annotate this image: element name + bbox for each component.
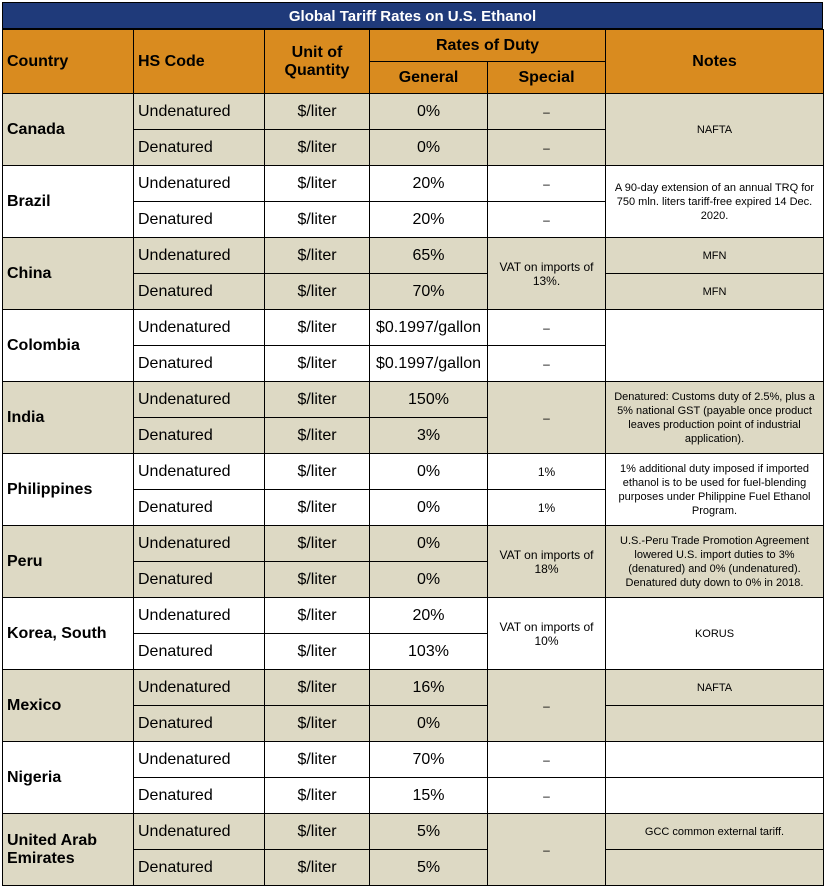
hs-code-cell: Denatured: [134, 418, 265, 454]
hs-code-cell: Undenatured: [134, 238, 265, 274]
unit-cell: $/liter: [265, 382, 370, 418]
special-rate-cell: –: [488, 670, 606, 742]
special-rate-cell: –: [488, 166, 606, 202]
hs-code-cell: Denatured: [134, 850, 265, 886]
country-cell: Colombia: [3, 310, 134, 382]
special-rate-cell: –: [488, 382, 606, 454]
country-cell: Nigeria: [3, 742, 134, 814]
general-rate-cell: 0%: [370, 94, 488, 130]
general-rate-cell: 0%: [370, 562, 488, 598]
special-rate-cell: –: [488, 202, 606, 238]
header-general: General: [370, 62, 488, 94]
general-rate-cell: 15%: [370, 778, 488, 814]
table-row: [3, 310, 824, 346]
country-cell: China: [3, 238, 134, 310]
general-rate-cell: 150%: [370, 382, 488, 418]
unit-cell: $/liter: [265, 850, 370, 886]
unit-cell: $/liter: [265, 598, 370, 634]
unit-cell: $/liter: [265, 454, 370, 490]
hs-code-cell: Denatured: [134, 706, 265, 742]
hs-code-cell: Undenatured: [134, 166, 265, 202]
unit-cell: $/liter: [265, 742, 370, 778]
unit-cell: $/liter: [265, 418, 370, 454]
notes-cell: [606, 850, 824, 886]
country-cell: India: [3, 382, 134, 454]
special-rate-cell: –: [488, 310, 606, 346]
unit-cell: $/liter: [265, 130, 370, 166]
general-rate-cell: 65%: [370, 238, 488, 274]
unit-cell: $/liter: [265, 670, 370, 706]
hs-code-cell: Undenatured: [134, 94, 265, 130]
unit-cell: $/liter: [265, 526, 370, 562]
unit-cell: $/liter: [265, 310, 370, 346]
notes-cell: [606, 778, 824, 814]
general-rate-cell: 0%: [370, 130, 488, 166]
general-rate-cell: 0%: [370, 526, 488, 562]
special-rate-cell: –: [488, 742, 606, 778]
hs-code-cell: Denatured: [134, 562, 265, 598]
table-row: [3, 166, 824, 202]
unit-cell: $/liter: [265, 346, 370, 382]
special-rate-cell: VAT on imports of 10%: [488, 598, 606, 670]
hs-code-cell: Undenatured: [134, 814, 265, 850]
general-rate-cell: 16%: [370, 670, 488, 706]
general-rate-cell: 5%: [370, 814, 488, 850]
header-rates-of-duty: Rates of Duty: [370, 30, 606, 62]
table-row: [3, 94, 824, 130]
unit-cell: $/liter: [265, 814, 370, 850]
country-cell: United Arab Emirates: [3, 814, 134, 886]
notes-cell: [606, 742, 824, 778]
special-rate-cell: –: [488, 814, 606, 886]
table-row: [3, 382, 824, 418]
general-rate-cell: 0%: [370, 490, 488, 526]
hs-code-cell: Undenatured: [134, 382, 265, 418]
hs-code-cell: Denatured: [134, 778, 265, 814]
notes-cell: A 90-day extension of an annual TRQ for 750 mln. liters tariff-free expired 14 Dec. 2020.: [606, 166, 824, 238]
hs-code-cell: Undenatured: [134, 310, 265, 346]
table-row: [3, 670, 824, 706]
hs-code-cell: Undenatured: [134, 670, 265, 706]
general-rate-cell: 5%: [370, 850, 488, 886]
country-cell: Peru: [3, 526, 134, 598]
country-cell: Mexico: [3, 670, 134, 742]
hs-code-cell: Denatured: [134, 274, 265, 310]
general-rate-cell: 0%: [370, 706, 488, 742]
general-rate-cell: 3%: [370, 418, 488, 454]
country-cell: Brazil: [3, 166, 134, 238]
unit-cell: $/liter: [265, 490, 370, 526]
notes-cell: MFN: [606, 274, 824, 310]
table-row: [3, 814, 824, 850]
unit-cell: $/liter: [265, 778, 370, 814]
special-rate-cell: –: [488, 94, 606, 130]
special-rate-cell: 1%: [488, 490, 606, 526]
notes-cell: MFN: [606, 238, 824, 274]
general-rate-cell: $0.1997/gallon: [370, 346, 488, 382]
table-row: [3, 742, 824, 778]
notes-cell: NAFTA: [606, 670, 824, 706]
header-hs-code: HS Code: [134, 30, 265, 94]
tariff-table: [2, 29, 824, 886]
special-rate-cell: –: [488, 778, 606, 814]
special-rate-cell: 1%: [488, 454, 606, 490]
notes-cell: NAFTA: [606, 94, 824, 166]
general-rate-cell: 20%: [370, 166, 488, 202]
table-row: [3, 454, 824, 490]
country-cell: Korea, South: [3, 598, 134, 670]
unit-cell: $/liter: [265, 238, 370, 274]
hs-code-cell: Denatured: [134, 130, 265, 166]
general-rate-cell: 0%: [370, 454, 488, 490]
general-rate-cell: 70%: [370, 274, 488, 310]
unit-cell: $/liter: [265, 166, 370, 202]
country-cell: Philippines: [3, 454, 134, 526]
special-rate-cell: VAT on imports of 13%.: [488, 238, 606, 310]
tariff-table-container: [2, 2, 823, 886]
general-rate-cell: 20%: [370, 598, 488, 634]
notes-cell: [606, 310, 824, 382]
general-rate-cell: 70%: [370, 742, 488, 778]
notes-cell: 1% additional duty imposed if imported ethanol is to be used for fuel-blending purposes under Philippine Fuel Ethanol Program.: [606, 454, 824, 526]
unit-cell: $/liter: [265, 94, 370, 130]
hs-code-cell: Undenatured: [134, 598, 265, 634]
table-row: [3, 598, 824, 634]
header-notes: Notes: [606, 30, 824, 94]
table-title: Global Tariff Rates on U.S. Ethanol: [2, 2, 823, 29]
hs-code-cell: Denatured: [134, 346, 265, 382]
general-rate-cell: $0.1997/gallon: [370, 310, 488, 346]
special-rate-cell: VAT on imports of 18%: [488, 526, 606, 598]
header-country: Country: [3, 30, 134, 94]
hs-code-cell: Denatured: [134, 490, 265, 526]
special-rate-cell: –: [488, 346, 606, 382]
hs-code-cell: Denatured: [134, 634, 265, 670]
table-row: [3, 526, 824, 562]
notes-cell: GCC common external tariff.: [606, 814, 824, 850]
notes-cell: Denatured: Customs duty of 2.5%, plus a 5% national GST (payable once product leaves production point of industrial application).: [606, 382, 824, 454]
notes-cell: [606, 706, 824, 742]
hs-code-cell: Undenatured: [134, 526, 265, 562]
general-rate-cell: 103%: [370, 634, 488, 670]
unit-cell: $/liter: [265, 634, 370, 670]
hs-code-cell: Denatured: [134, 202, 265, 238]
unit-cell: $/liter: [265, 202, 370, 238]
general-rate-cell: 20%: [370, 202, 488, 238]
hs-code-cell: Undenatured: [134, 742, 265, 778]
header-unit: Unit of Quantity: [265, 30, 370, 94]
unit-cell: $/liter: [265, 562, 370, 598]
table-row: [3, 238, 824, 274]
notes-cell: U.S.-Peru Trade Promotion Agreement lowered U.S. import duties to 3% (denatured) and 0% (undenatured). Denatured duty down to 0% in 2018.: [606, 526, 824, 598]
header-special: Special: [488, 62, 606, 94]
notes-cell: KORUS: [606, 598, 824, 670]
unit-cell: $/liter: [265, 274, 370, 310]
country-cell: Canada: [3, 94, 134, 166]
unit-cell: $/liter: [265, 706, 370, 742]
hs-code-cell: Undenatured: [134, 454, 265, 490]
special-rate-cell: –: [488, 130, 606, 166]
